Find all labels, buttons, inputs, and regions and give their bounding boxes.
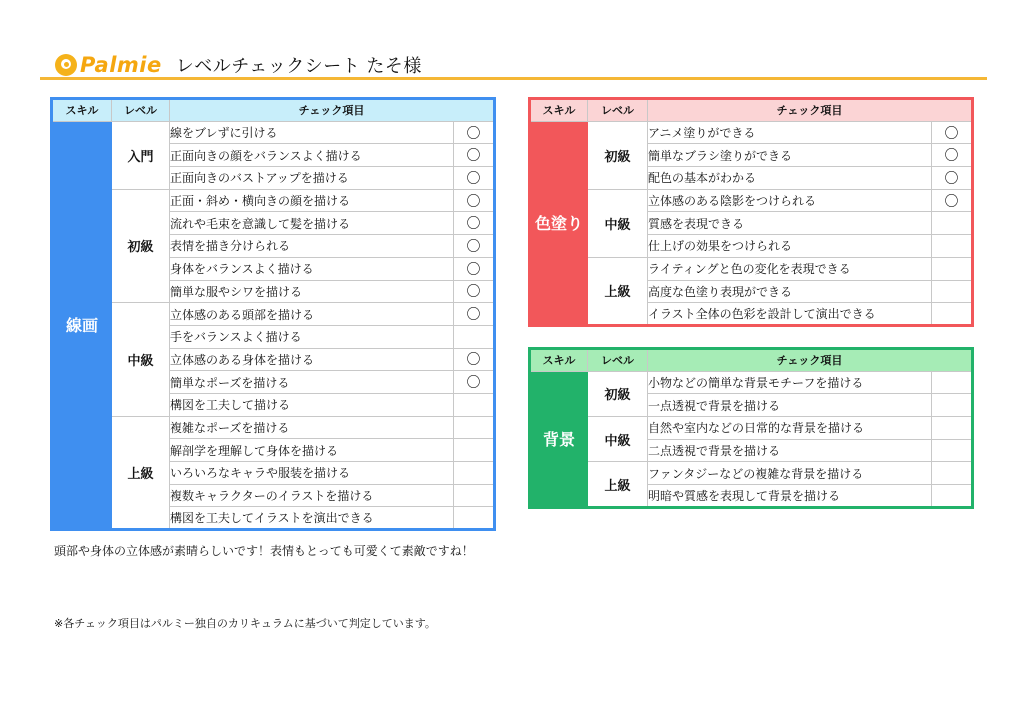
check-mark <box>932 439 973 462</box>
check-item-text: 正面向きのバストアップを描ける <box>170 167 454 190</box>
level-label: 中級 <box>588 189 648 257</box>
check-mark <box>454 393 495 416</box>
check-row <box>530 462 973 485</box>
check-item-text: 簡単なブラシ塗りができる <box>648 144 932 167</box>
check-mark <box>932 462 973 485</box>
column-header-level: レベル <box>112 99 170 122</box>
check-item-text: 線をブレずに引ける <box>170 121 454 144</box>
check-mark <box>454 439 495 462</box>
check-item-text: 自然や室内などの日常的な背景を描ける <box>648 417 932 440</box>
level-label: 中級 <box>112 303 170 416</box>
check-mark: 〇 <box>454 348 495 371</box>
check-item-text: アニメ塗りができる <box>648 121 932 144</box>
skill-label: 線画 <box>52 121 112 529</box>
background-check-table <box>528 347 974 509</box>
line-art-check-table <box>50 97 496 531</box>
level-label: 上級 <box>588 257 648 325</box>
check-item-text: 一点透視で背景を描ける <box>648 394 932 417</box>
logo-text: Palmie <box>80 53 162 77</box>
check-mark: 〇 <box>454 371 495 394</box>
check-mark <box>932 394 973 417</box>
check-item-text: 身体をバランスよく描ける <box>170 257 454 280</box>
check-item-text: 配色の基本がわかる <box>648 167 932 190</box>
check-row <box>530 189 973 212</box>
level-label: 初級 <box>588 371 648 416</box>
skill-label: 背景 <box>530 371 588 507</box>
check-mark <box>932 417 973 440</box>
check-row <box>52 416 495 439</box>
check-mark <box>932 280 973 303</box>
column-header-skill: スキル <box>530 349 588 372</box>
check-mark <box>454 325 495 348</box>
check-item-text: 簡単な服やシワを描ける <box>170 280 454 303</box>
check-mark: 〇 <box>454 280 495 303</box>
check-item-text: 正面向きの顔をバランスよく描ける <box>170 144 454 167</box>
page-title: レベルチェックシート たそ様 <box>175 56 422 77</box>
check-item-text: 手をバランスよく描ける <box>170 325 454 348</box>
header-divider <box>40 77 987 80</box>
check-mark <box>454 462 495 485</box>
check-item-text: 仕上げの効果をつけられる <box>648 235 932 258</box>
check-item-text: 二点透視で背景を描ける <box>648 439 932 462</box>
check-item-text: 流れや毛束を意識して髪を描ける <box>170 212 454 235</box>
check-item-text: 解剖学を理解して身体を描ける <box>170 439 454 462</box>
check-item-text: 質感を表現できる <box>648 212 932 235</box>
skill-label: 色塗り <box>530 121 588 325</box>
check-mark <box>932 257 973 280</box>
check-mark <box>454 507 495 530</box>
check-item-text: 構図を工夫してイラストを演出できる <box>170 507 454 530</box>
check-item-text: イラスト全体の色彩を設計して演出できる <box>648 303 932 326</box>
footnote: ※各チェック項目はパルミー独自のカリキュラムに基づいて判定しています。 <box>54 617 436 630</box>
check-mark: 〇 <box>932 167 973 190</box>
column-header-check-item: チェック項目 <box>648 99 973 122</box>
instructor-comment: 頭部や身体の立体感が素晴らしいです！表情もとっても可愛くて素敵ですね！ <box>54 544 474 558</box>
level-label: 中級 <box>588 417 648 462</box>
column-header-check-item: チェック項目 <box>170 99 495 122</box>
check-row <box>52 189 495 212</box>
check-item-text: いろいろなキャラや服装を描ける <box>170 462 454 485</box>
page-header <box>55 52 422 78</box>
check-mark <box>932 371 973 394</box>
check-mark <box>454 484 495 507</box>
check-row <box>530 257 973 280</box>
check-mark <box>932 235 973 258</box>
check-item-text: ライティングと色の変化を表現できる <box>648 257 932 280</box>
check-item-text: 正面・斜め・横向きの顔を描ける <box>170 189 454 212</box>
check-mark <box>932 212 973 235</box>
column-header-level: レベル <box>588 99 648 122</box>
check-item-text: 小物などの簡単な背景モチーフを描ける <box>648 371 932 394</box>
check-item-text: 立体感のある陰影をつけられる <box>648 189 932 212</box>
check-mark: 〇 <box>454 235 495 258</box>
level-label: 入門 <box>112 121 170 189</box>
check-mark <box>932 303 973 326</box>
check-row <box>530 121 973 144</box>
check-item-text: 構図を工夫して描ける <box>170 393 454 416</box>
check-item-text: 立体感のある頭部を描ける <box>170 303 454 326</box>
check-item-text: 立体感のある身体を描ける <box>170 348 454 371</box>
check-item-text: 表情を描き分けられる <box>170 235 454 258</box>
check-mark <box>454 416 495 439</box>
check-item-text: ファンタジーなどの複雑な背景を描ける <box>648 462 932 485</box>
check-mark: 〇 <box>454 303 495 326</box>
level-label: 初級 <box>588 121 648 189</box>
level-label: 上級 <box>588 462 648 507</box>
check-row <box>530 371 973 394</box>
check-row <box>52 121 495 144</box>
check-item-text: 明暗や質感を表現して背景を描ける <box>648 485 932 508</box>
check-item-text: 複数キャラクターのイラストを描ける <box>170 484 454 507</box>
check-mark: 〇 <box>454 189 495 212</box>
column-header-level: レベル <box>588 349 648 372</box>
check-row <box>52 303 495 326</box>
check-item-text: 高度な色塗り表現ができる <box>648 280 932 303</box>
column-header-check-item: チェック項目 <box>648 349 973 372</box>
check-mark: 〇 <box>932 144 973 167</box>
level-label: 上級 <box>112 416 170 529</box>
check-mark: 〇 <box>454 121 495 144</box>
check-item-text: 複雑なポーズを描ける <box>170 416 454 439</box>
check-item-text: 簡単なポーズを描ける <box>170 371 454 394</box>
level-label: 初級 <box>112 189 170 302</box>
palmie-logo <box>55 53 162 77</box>
column-header-skill: スキル <box>530 99 588 122</box>
check-mark: 〇 <box>454 212 495 235</box>
check-mark: 〇 <box>932 189 973 212</box>
check-mark: 〇 <box>932 121 973 144</box>
check-mark: 〇 <box>454 257 495 280</box>
check-row <box>530 417 973 440</box>
coloring-check-table <box>528 97 974 327</box>
palmie-logo-icon <box>55 54 77 76</box>
column-header-skill: スキル <box>52 99 112 122</box>
check-mark: 〇 <box>454 144 495 167</box>
check-mark: 〇 <box>454 167 495 190</box>
check-mark <box>932 485 973 508</box>
